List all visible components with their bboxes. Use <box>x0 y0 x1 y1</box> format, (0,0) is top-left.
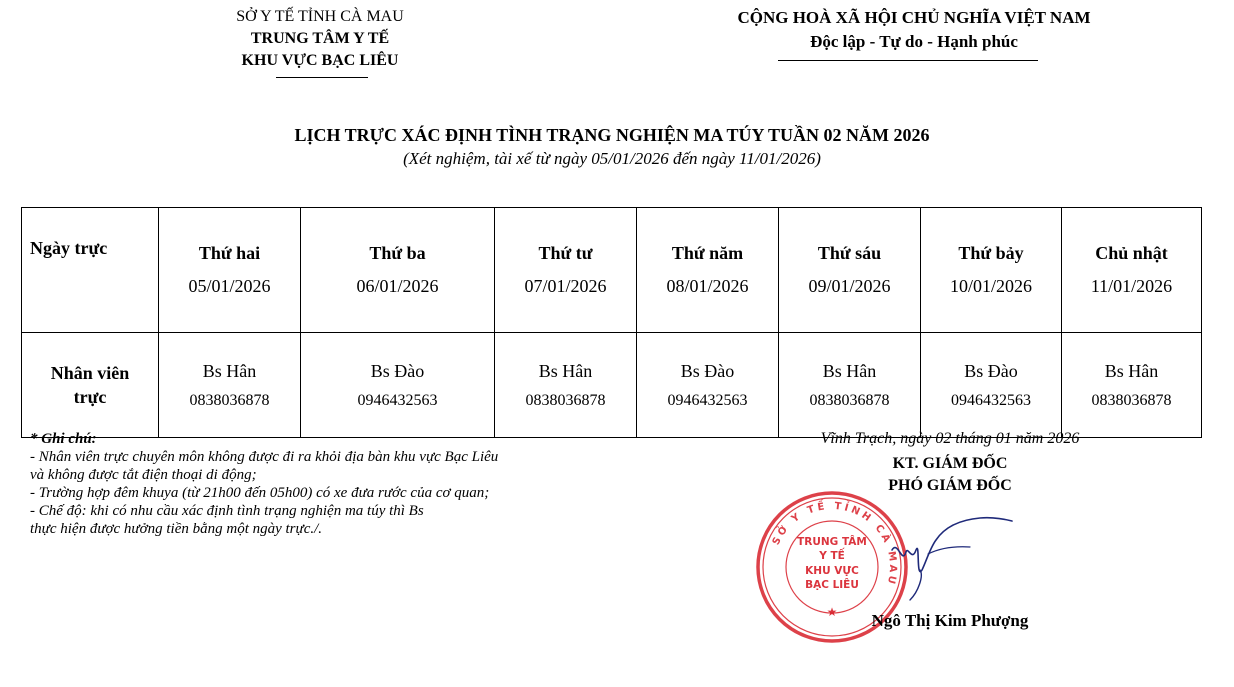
day-cell <box>921 208 1062 333</box>
note-line: - Chế độ: khi có nhu cầu xác định tình trạng nghiện ma túy thì Bs <box>30 503 424 519</box>
notes-block <box>30 430 630 538</box>
staff-phone: 0838036878 <box>1091 391 1172 409</box>
day-name: Thứ năm <box>671 243 744 263</box>
svg-text:★: ★ <box>826 605 838 619</box>
signer-title-2: PHÓ GIÁM ĐỐC <box>888 477 1012 494</box>
day-name: Thứ bảy <box>958 243 1024 263</box>
staff-name: Bs Hân <box>202 360 257 381</box>
staff-cell <box>637 333 779 438</box>
row-label-staff-line2: trực <box>73 387 107 407</box>
day-cell <box>495 208 637 333</box>
day-date: 10/01/2026 <box>949 276 1032 296</box>
agency-name: TRUNG TÂM Y TẾ <box>250 30 390 47</box>
staff-name: Bs Đào <box>680 360 735 381</box>
day-name: Thứ hai <box>198 243 261 263</box>
staff-name: Bs Hân <box>822 360 877 381</box>
svg-text:BẠC LIÊU: BẠC LIÊU <box>805 579 859 591</box>
day-date: 11/01/2026 <box>1090 276 1173 296</box>
day-cell <box>637 208 779 333</box>
issuing-agency-header <box>150 6 490 72</box>
svg-text:SỞ Y TẾ TỈNH CÀ MAU: SỞ Y TẾ TỈNH CÀ MAU <box>770 500 899 588</box>
staff-phone: 0946432563 <box>357 391 438 409</box>
row-label-staff <box>22 333 159 438</box>
day-name: Thứ ba <box>369 243 426 263</box>
day-date: 08/01/2026 <box>666 276 749 296</box>
day-name: Thứ tư <box>538 243 593 263</box>
document-title: LỊCH TRỰC XÁC ĐỊNH TÌNH TRẠNG NGHIỆN MA TÚY TUẦN 02 NĂM 2026 <box>294 125 930 145</box>
svg-text:TRUNG TÂM: TRUNG TÂM <box>797 536 867 548</box>
handwritten-signature-icon <box>880 510 1020 610</box>
staff-name: Bs Đào <box>964 360 1018 381</box>
motto-underline <box>778 60 1038 61</box>
row-label-staff-line1: Nhân viên <box>50 363 130 383</box>
staff-cell <box>1062 333 1202 438</box>
row-label-days: Ngày trực <box>22 208 159 333</box>
staff-name: Bs Hân <box>538 360 593 381</box>
day-date: 09/01/2026 <box>808 276 891 296</box>
day-cell <box>1062 208 1202 333</box>
title-block <box>0 122 1224 170</box>
schedule-table <box>21 207 1202 438</box>
day-date: 05/01/2026 <box>188 276 271 296</box>
staff-phone: 0838036878 <box>809 391 890 409</box>
day-cell <box>779 208 921 333</box>
note-line: - Nhân viên trực chuyên môn không được đi ra khỏi địa bàn khu vực Bạc Liêu <box>30 449 499 465</box>
day-date: 07/01/2026 <box>524 276 607 296</box>
staff-phone: 0838036878 <box>189 391 270 409</box>
agency-parent: SỞ Y TẾ TỈNH CÀ MAU <box>236 8 404 25</box>
place-date: Vĩnh Trạch, ngày 02 tháng 01 năm 2026 <box>820 430 1080 447</box>
agency-underline <box>276 77 368 78</box>
signer-name: Ngô Thị Kim Phượng <box>871 611 1029 630</box>
day-cell <box>159 208 301 333</box>
national-title: CỘNG HOÀ XÃ HỘI CHỦ NGHĨA VIỆT NAM <box>737 8 1091 27</box>
note-line: - Trường hợp đêm khuya (từ 21h00 đến 05h00) có xe đưa rước của cơ quan; <box>30 485 490 501</box>
svg-text:KHU VỰC: KHU VỰC <box>805 565 859 577</box>
staff-phone: 0946432563 <box>951 391 1031 409</box>
staff-name: Bs Đào <box>370 360 425 381</box>
note-line: và không được tắt điện thoại di động; <box>30 467 257 483</box>
day-name: Thứ sáu <box>817 243 882 263</box>
staff-cell <box>301 333 495 438</box>
national-motto: Độc lập - Tự do - Hạnh phúc <box>810 32 1018 51</box>
staff-phone: 0838036878 <box>525 391 606 409</box>
staff-cell <box>159 333 301 438</box>
table-row-days <box>22 208 1202 333</box>
signer-title-1: KT. GIÁM ĐỐC <box>892 455 1008 472</box>
day-date: 06/01/2026 <box>356 276 439 296</box>
day-name: Chủ nhật <box>1095 243 1168 263</box>
notes-title: * Ghi chú: <box>30 431 97 447</box>
national-header <box>660 6 1168 54</box>
staff-cell <box>921 333 1062 438</box>
table-row-staff <box>22 333 1202 438</box>
staff-name: Bs Hân <box>1104 360 1159 381</box>
staff-cell <box>495 333 637 438</box>
note-line: thực hiện được hưởng tiền bằng một ngày trực./. <box>30 521 323 537</box>
staff-cell <box>779 333 921 438</box>
agency-region: KHU VỰC BẠC LIÊU <box>241 52 399 69</box>
day-cell <box>301 208 495 333</box>
svg-text:Y TẾ: Y TẾ <box>819 550 845 562</box>
staff-phone: 0946432563 <box>667 391 748 409</box>
document-subtitle: (Xét nghiệm, tài xế từ ngày 05/01/2026 đến ngày 11/01/2026) <box>403 149 821 168</box>
